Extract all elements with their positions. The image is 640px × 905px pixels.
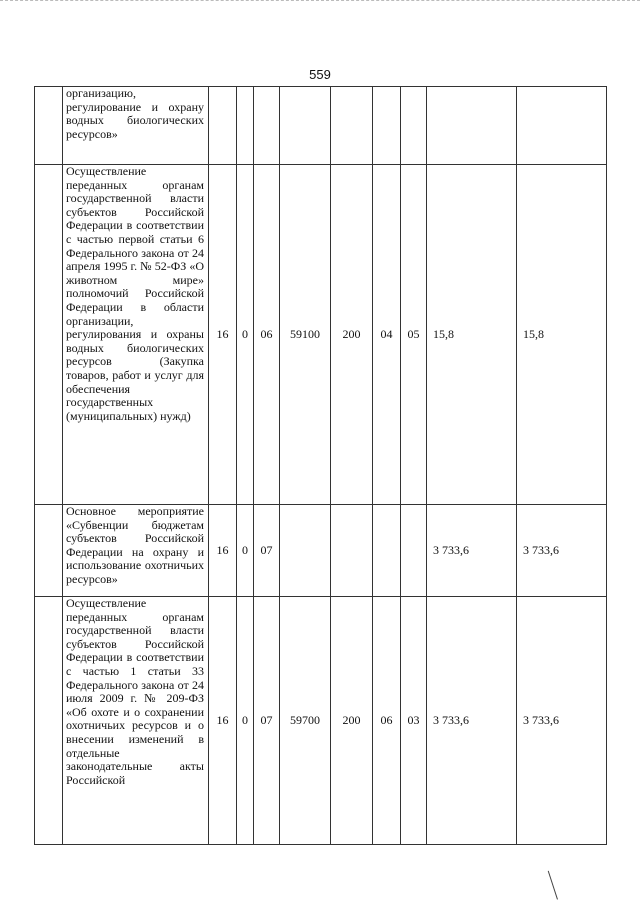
- row-description: Осуществление переданных органам государственной власти субъектов Российской Федерации в соответствии с частью 1 статьи 33 Федерального закона от 24 июля 2009 г. № 209-ФЗ «Об охоте и о сохранении охотничьих ресурсов и о внесении изменений в отдельные законодательные акты Российской: [63, 597, 209, 845]
- code-event: [254, 87, 280, 165]
- code-program: 16: [209, 165, 237, 505]
- scan-edge-line: [0, 0, 640, 2]
- pen-mark: [548, 866, 572, 899]
- code-expense-type: 200: [331, 165, 373, 505]
- amount-year-2: 15,8: [517, 165, 607, 505]
- row-spacer-cell: [35, 165, 63, 505]
- table-row: [35, 165, 607, 505]
- budget-table: [34, 86, 607, 845]
- row-spacer-cell: [35, 597, 63, 845]
- code-expense-type: [331, 505, 373, 597]
- code-direction: [280, 87, 331, 165]
- code-program: 16: [209, 505, 237, 597]
- code-event: 06: [254, 165, 280, 505]
- code-subsection: 05: [401, 165, 427, 505]
- row-description: Осуществление переданных органам государственной власти субъектов Российской Федерации в соответствии с частью первой статьи 6 Федерального закона от 24 апреля 1995 г. № 52-ФЗ «О животном мире» полномочий Российской Федерации в области организации, регулирования и охраны водных биологических ресурсов (Закупка товаров, работ и услуг для обеспечения государственных (муниципальных) нужд): [63, 165, 209, 505]
- amount-year-2: 3 733,6: [517, 597, 607, 845]
- code-direction: 59700: [280, 597, 331, 845]
- code-direction: 59100: [280, 165, 331, 505]
- code-subprogram: 0: [237, 505, 254, 597]
- code-expense-type: 200: [331, 597, 373, 845]
- code-program: 16: [209, 597, 237, 845]
- row-description: организацию, регулирование и охрану водных биологических ресурсов»: [63, 87, 209, 165]
- code-direction: [280, 505, 331, 597]
- code-subsection: 03: [401, 597, 427, 845]
- amount-year-1: 15,8: [427, 165, 517, 505]
- code-subprogram: 0: [237, 597, 254, 845]
- code-subsection: [401, 87, 427, 165]
- amount-year-1: 3 733,6: [427, 597, 517, 845]
- table-row: [35, 505, 607, 597]
- code-program: [209, 87, 237, 165]
- code-section: [373, 505, 401, 597]
- code-subprogram: 0: [237, 165, 254, 505]
- code-event: 07: [254, 505, 280, 597]
- row-spacer-cell: [35, 505, 63, 597]
- code-subprogram: [237, 87, 254, 165]
- code-section: 04: [373, 165, 401, 505]
- amount-year-1: [427, 87, 517, 165]
- amount-year-1: 3 733,6: [427, 505, 517, 597]
- row-spacer-cell: [35, 87, 63, 165]
- code-event: 07: [254, 597, 280, 845]
- amount-year-2: 3 733,6: [517, 505, 607, 597]
- code-section: [373, 87, 401, 165]
- table-row: [35, 87, 607, 165]
- code-subsection: [401, 505, 427, 597]
- row-description: Основное мероприятие «Субвенции бюджетам субъектов Российской Федерации на охрану и использование охотничьих ресурсов»: [63, 505, 209, 597]
- page-number: 559: [309, 67, 331, 82]
- code-expense-type: [331, 87, 373, 165]
- table-row: [35, 597, 607, 845]
- amount-year-2: [517, 87, 607, 165]
- code-section: 06: [373, 597, 401, 845]
